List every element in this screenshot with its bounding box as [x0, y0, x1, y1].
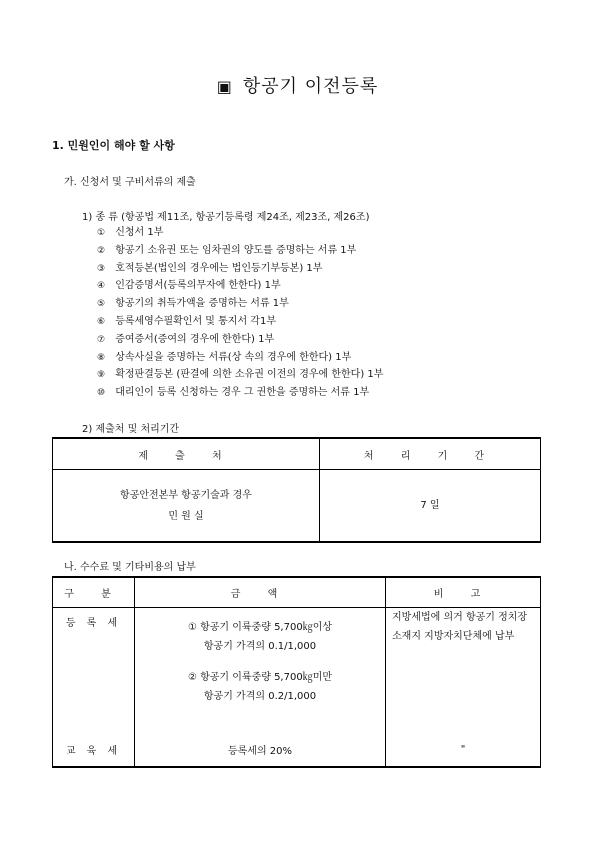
amount-line: ① 항공기 이륙중량 5,700㎏이상 [187, 622, 333, 633]
required-documents-list [97, 224, 383, 402]
list-item: ⑦ 증여증서(증여의 경우에 한한다) 1부 [97, 333, 275, 345]
page-title [0, 72, 595, 98]
column-header: 비 고 [386, 577, 541, 608]
page-title-text: 항공기 이전등록 [242, 76, 379, 97]
subheading-types: 1) 종 류 (항공법 제11조, 항공기등록령 제24조, 제23조, 제26조) [82, 212, 370, 223]
table-cell: 교 육 세 [53, 732, 135, 767]
amount-line: 항공기 가격의 0.2/1,000 [203, 691, 317, 702]
list-item: ② 항공기 소유권 또는 임차권의 양도를 증명하는 서류 1부 [97, 244, 357, 256]
subsection-heading-ga: 가. 신청서 및 구비서류의 제출 [64, 177, 196, 188]
list-item: ⑥ 등록세영수필확인서 및 통지서 각1부 [97, 315, 276, 327]
amount-line: 항공기 가격의 0.1/1,000 [203, 641, 317, 652]
list-item: ⑩ 대리인이 등록 신청하는 경우 그 권한을 증명하는 서류 1부 [97, 387, 370, 399]
list-item: ⑨ 확정판결등본 (판결에 의한 소유권 이전의 경우에 한한다) 1부 [97, 369, 384, 381]
table-cell: 등록세의 20% [135, 732, 386, 767]
submission-place-line: 민 원 실 [168, 510, 204, 522]
column-header: 구 분 [53, 577, 135, 608]
list-item: ④ 인감증명서(등록의무자에 한한다) 1부 [97, 280, 281, 292]
fees-table [52, 576, 541, 768]
subsection-heading-na: 나. 수수료 및 기타비용의 납부 [64, 562, 196, 573]
list-item: ① 신청서 1부 [97, 227, 164, 238]
column-header: 처 리 기 간 [320, 438, 541, 470]
list-item: ⑤ 항공기의 취득가액을 증명하는 서류 1부 [97, 298, 289, 310]
table-row [53, 470, 541, 543]
section-heading-1: 1. 민원인이 해야 할 사항 [52, 139, 175, 152]
submission-place-line: 항공안전본부 항공기술과 경우 [120, 489, 252, 501]
table-cell: 등 록 세 [53, 608, 135, 733]
table-header-row [53, 438, 541, 470]
list-item: ⑧ 상속사실을 증명하는 서류(상 속의 경우에 한한다) 1부 [97, 351, 352, 363]
table-cell [135, 608, 386, 733]
column-header: 제 출 처 [53, 438, 320, 470]
table-cell [53, 470, 320, 543]
list-item: ③ 호적등본(법인의 경우에는 법인등기부등본) 1부 [97, 262, 323, 274]
table-cell: 지방세법에 의거 항공기 정치장 소재지 지방자치단체에 납부 [386, 608, 541, 733]
table-cell: " [386, 732, 541, 767]
spacer [135, 656, 385, 668]
processing-period-cell: 7 일 [320, 470, 541, 543]
submission-table [52, 437, 541, 543]
table-row [53, 732, 541, 767]
table-row [53, 608, 541, 733]
square-bullet-icon: ▣ [216, 77, 233, 96]
table-header-row [53, 577, 541, 608]
subheading-submission: 2) 제출처 및 처리기간 [82, 424, 180, 435]
column-header: 금 액 [135, 577, 386, 608]
amount-line: ② 항공기 이륙중량 5,700㎏미만 [187, 672, 333, 683]
